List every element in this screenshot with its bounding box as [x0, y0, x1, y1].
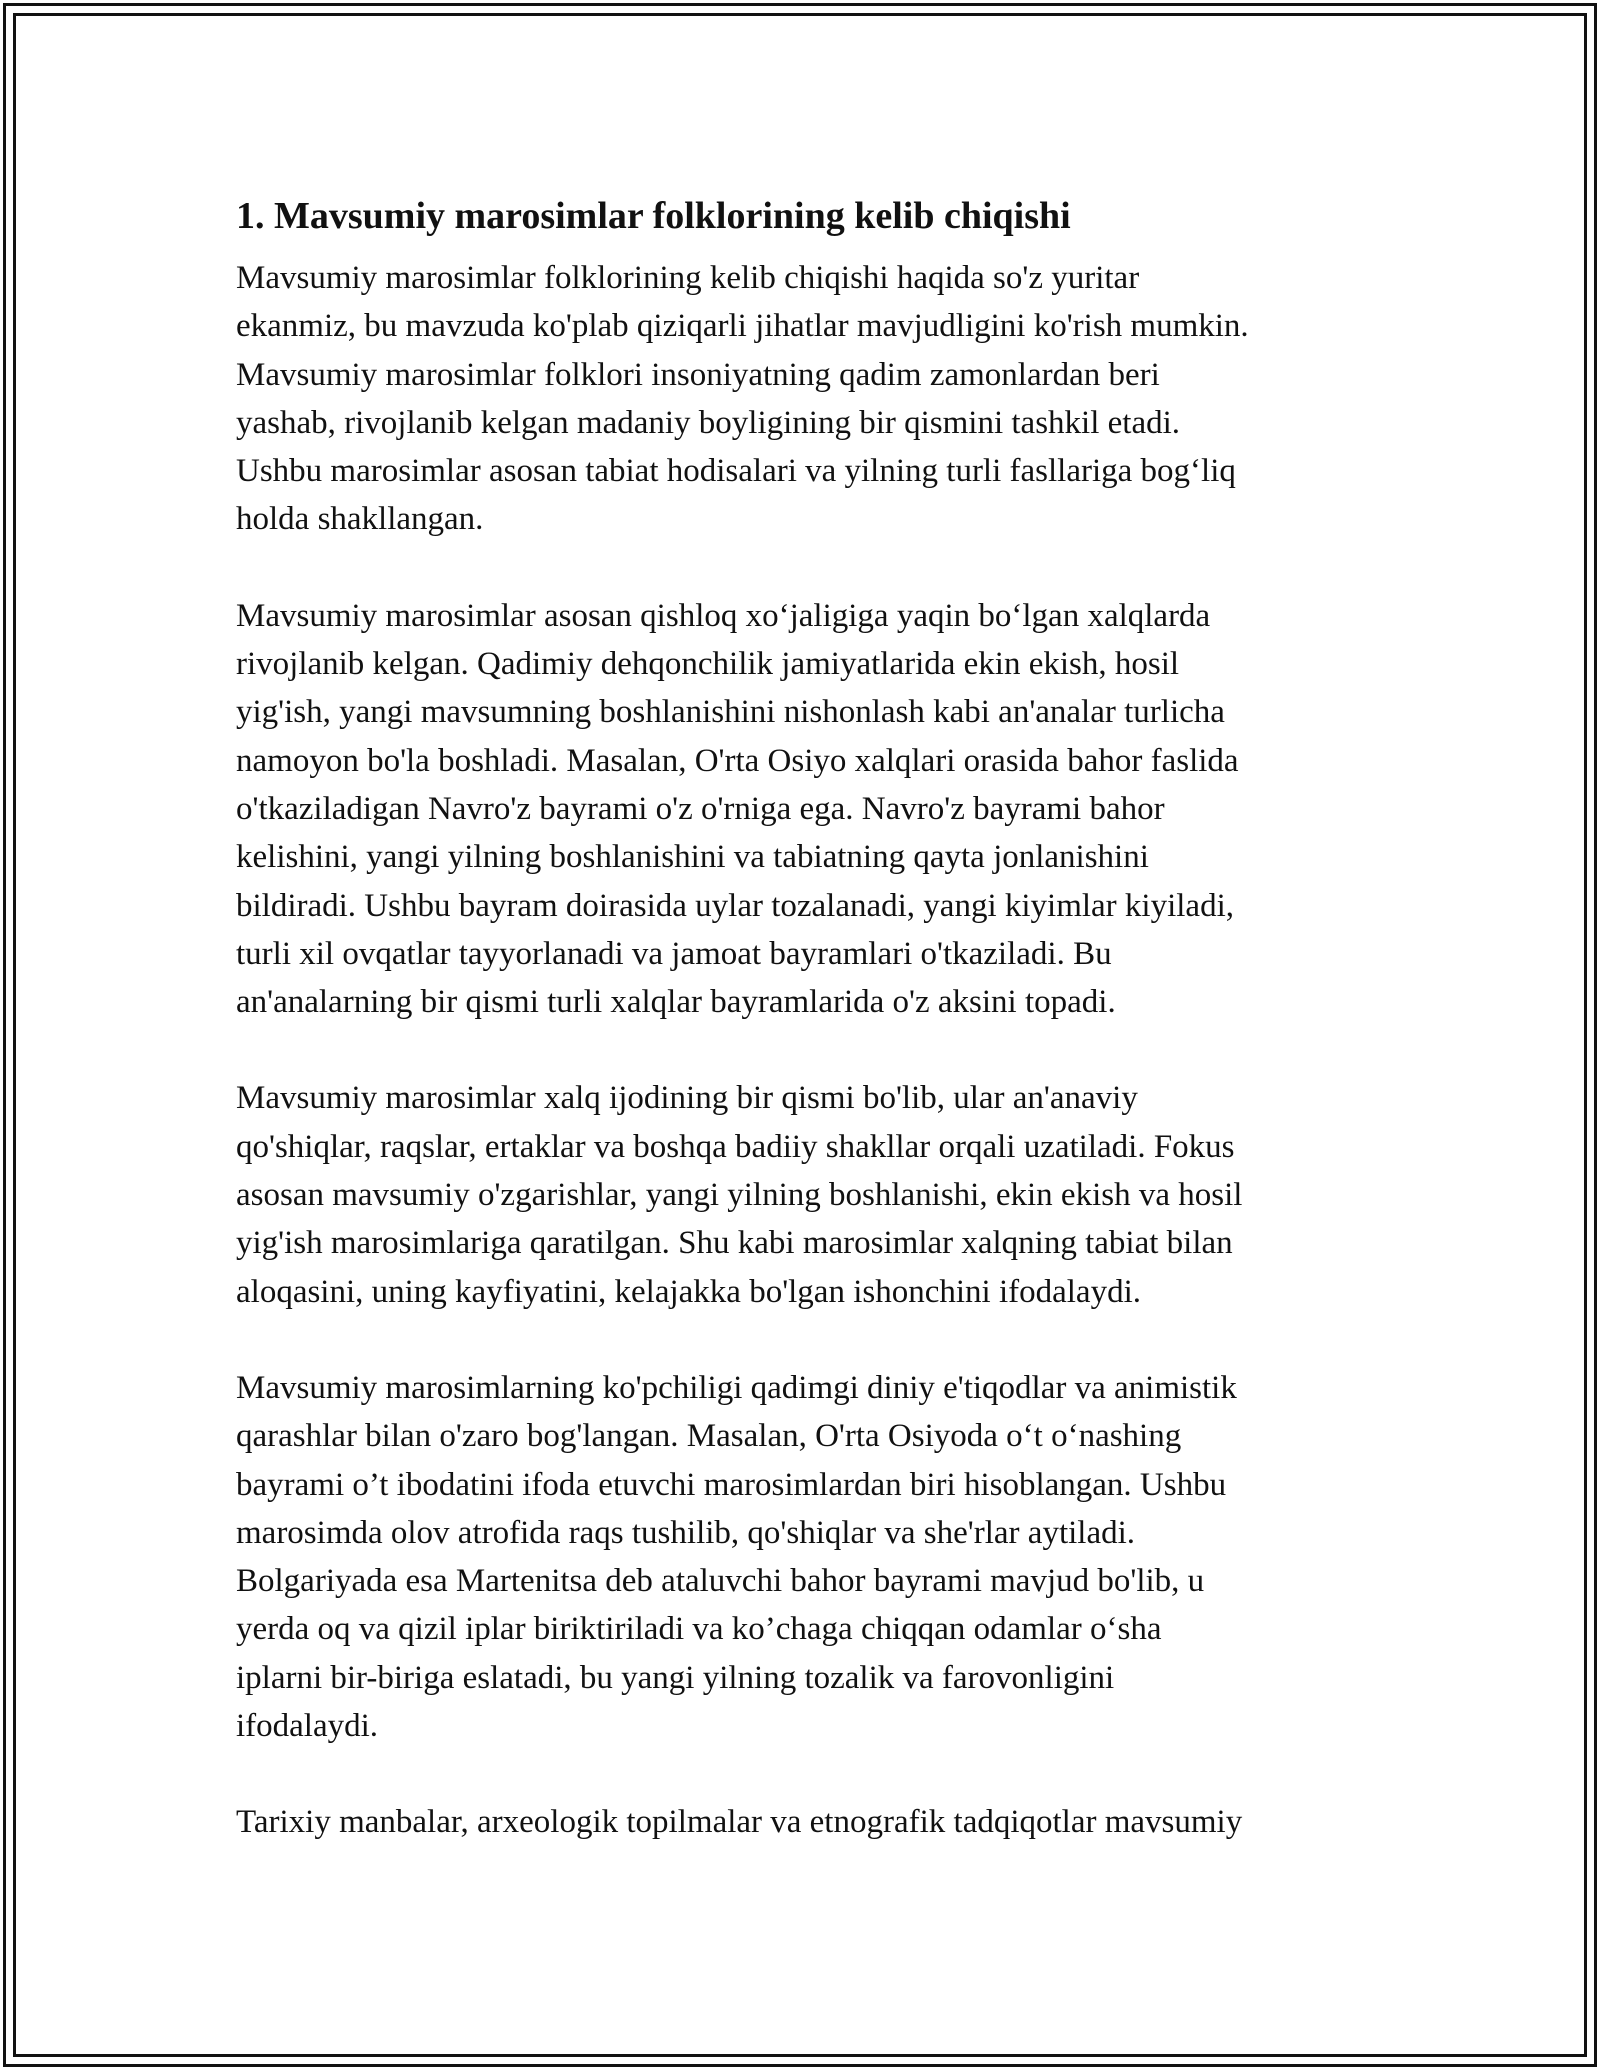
text-line: an'analarning bir qismi turli xalqlar bayramlarida o'z aksini topadi.: [236, 984, 1116, 1021]
text-line: o'tkaziladigan Navro'z bayrami o'z o'rniga ega. Navro'z bayrami bahor: [236, 790, 1165, 827]
text-line: marosimda olov atrofida raqs tushilib, qo'shiqlar va she'rlar aytiladi.: [236, 1514, 1136, 1551]
text-line: holda shakllangan.: [236, 501, 484, 538]
text-line: yerda oq va qizil iplar biriktiriladi va ko’chaga chiqqan odamlar o‘sha: [236, 1611, 1162, 1648]
text-line: asosan mavsumiy o'zgarishlar, yangi yilning boshlanishi, ekin ekish va hosil: [236, 1177, 1243, 1214]
paragraph-5: [236, 1798, 1376, 1846]
text-line: qo'shiqlar, raqslar, ertaklar va boshqa badiiy shakllar orqali uzatiladi. Fokus: [236, 1128, 1235, 1165]
text-line: aloqasini, uning kayfiyatini, kelajakka bo'lgan ishonchini ifodalaydi.: [236, 1273, 1141, 1310]
text-line: yashab, rivojlanib kelgan madaniy boyligining bir qismini tashkil etadi.: [236, 404, 1181, 441]
document-body: [236, 190, 1376, 1895]
paragraph-3: [236, 1074, 1376, 1315]
text-line: turli xil ovqatlar tayyorlanadi va jamoat bayramlari o'tkaziladi. Bu: [236, 935, 1112, 972]
section-heading: 1. Mavsumiy marosimlar folklorining kelib chiqishi: [236, 195, 1071, 237]
text-line: qarashlar bilan o'zaro bog'langan. Masalan, O'rta Osiyoda o‘t o‘nashing: [236, 1418, 1182, 1455]
text-line: ekanmiz, bu mavzuda ko'plab qiziqarli jihatlar mavjudligini ko'rish mumkin.: [236, 308, 1249, 345]
text-line: iplarni bir-biriga eslatadi, bu yangi yilning tozalik va farovonligini: [236, 1659, 1115, 1696]
text-line: kelishini, yangi yilning boshlanishini va tabiatning qayta jonlanishini: [236, 839, 1149, 876]
text-line: namoyon bo'la boshladi. Masalan, O'rta Osiyo xalqlari orasida bahor faslida: [236, 742, 1239, 779]
paragraph-4: [236, 1364, 1376, 1750]
text-line: Mavsumiy marosimlar folklori insoniyatning qadim zamonlardan beri: [236, 356, 1160, 393]
text-line: Mavsumiy marosimlarning ko'pchiligi qadimgi diniy e'tiqodlar va animistik: [236, 1369, 1237, 1406]
text-line: yig'ish, yangi mavsumning boshlanishini nishonlash kabi an'analar turlicha: [236, 694, 1225, 731]
text-line: yig'ish marosimlariga qaratilgan. Shu kabi marosimlar xalqning tabiat bilan: [236, 1225, 1233, 1262]
text-line: Bolgariyada esa Martenitsa deb ataluvchi bahor bayrami mavjud bo'lib, u: [236, 1563, 1205, 1600]
text-line: bayrami o’t ibodatini ifoda etuvchi marosimlardan biri hisoblangan. Ushbu: [236, 1466, 1227, 1503]
text-line: Ushbu marosimlar asosan tabiat hodisalari va yilning turli fasllariga bog‘liq: [236, 453, 1236, 490]
text-line: Tarixiy manbalar, arxeologik topilmalar va etnografik tadqiqotlar mavsumiy: [236, 1804, 1243, 1841]
text-line: ifodalaydi.: [236, 1708, 379, 1745]
text-line: Mavsumiy marosimlar folklorining kelib chiqishi haqida so'z yuritar: [236, 260, 1140, 296]
text-line: Mavsumiy marosimlar asosan qishloq xo‘jaligiga yaqin bo‘lgan xalqlarda: [236, 597, 1211, 634]
text-line: Mavsumiy marosimlar xalq ijodining bir qismi bo'lib, ular an'anaviy: [236, 1080, 1138, 1117]
paragraph-1: [236, 254, 1376, 544]
text-line: bildiradi. Ushbu bayram doirasida uylar tozalanadi, yangi kiyimlar kiyiladi,: [236, 887, 1234, 924]
text-line: rivojlanib kelgan. Qadimiy dehqonchilik jamiyatlarida ekin ekish, hosil: [236, 646, 1180, 683]
paragraph-2: [236, 592, 1376, 1027]
